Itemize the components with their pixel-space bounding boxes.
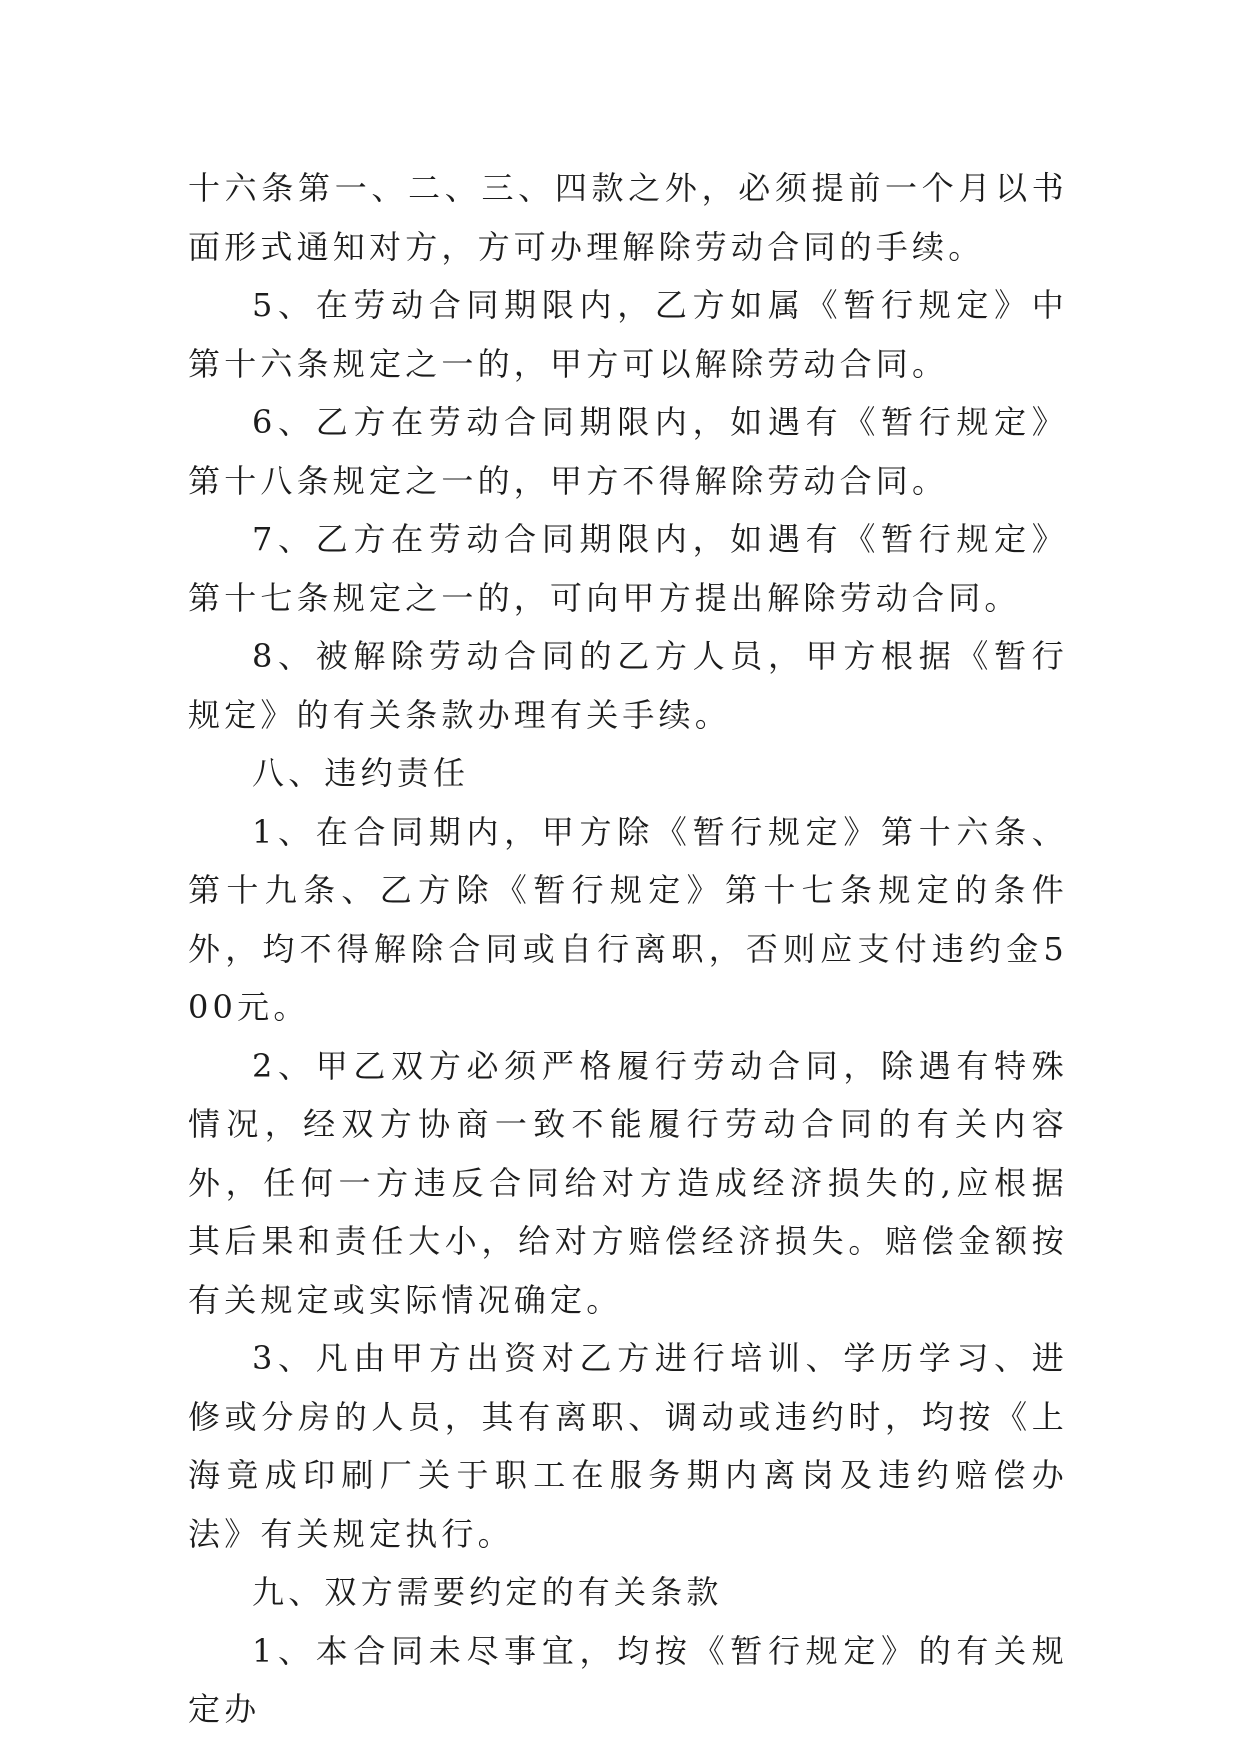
paragraph-breach-1: 1、在合同期内，甲方除《暂行规定》第十六条、第十九条、乙方除《暂行规定》第十七条规定的条件外，均不得解除合同或自行离职，否则应支付违约金500元。	[188, 812, 1068, 1026]
paragraph-item-8: 8、被解除劳动合同的乙方人员，甲方根据《暂行规定》的有关条款办理有关手续。	[188, 637, 1068, 734]
paragraph-item-5: 5、在劳动合同期限内，乙方如属《暂行规定》中第十六条规定之一的，甲方可以解除劳动合同。	[188, 286, 1068, 383]
paragraph-breach-2: 2、甲乙双方必须严格履行劳动合同，除遇有特殊情况，经双方协商一致不能履行劳动合同的有关内容外，任何一方违反合同给对方造成经济损失的,应根据其后果和责任大小，给对方赔偿经济损失。赔偿金额按有关规定或实际情况确定。	[188, 1046, 1068, 1319]
section-heading-breach-liability: 八、违约责任	[252, 754, 470, 792]
paragraph-item-6: 6、乙方在劳动合同期限内，如遇有《暂行规定》第十八条规定之一的，甲方不得解除劳动合同。	[188, 403, 1068, 500]
section-heading-agreed-terms: 九、双方需要约定的有关条款	[252, 1573, 723, 1611]
document-body	[188, 159, 1068, 1739]
paragraph-breach-3: 3、凡由甲方出资对乙方进行培训、学历学习、进修或分房的人员，其有离职、调动或违约时，均按《上海竟成印刷厂关于职工在服务期内离岗及违约赔偿办法》有关规定执行。	[188, 1339, 1068, 1553]
paragraph-item-7: 7、乙方在劳动合同期限内，如遇有《暂行规定》第十七条规定之一的，可向甲方提出解除劳动合同。	[188, 520, 1068, 617]
paragraph-continuation: 十六条第一、二、三、四款之外，必须提前一个月以书面形式通知对方，方可办理解除劳动合同的手续。	[188, 169, 1068, 266]
paragraph-terms-1: 1、本合同未尽事宜，均按《暂行规定》的有关规定办	[188, 1631, 1068, 1728]
